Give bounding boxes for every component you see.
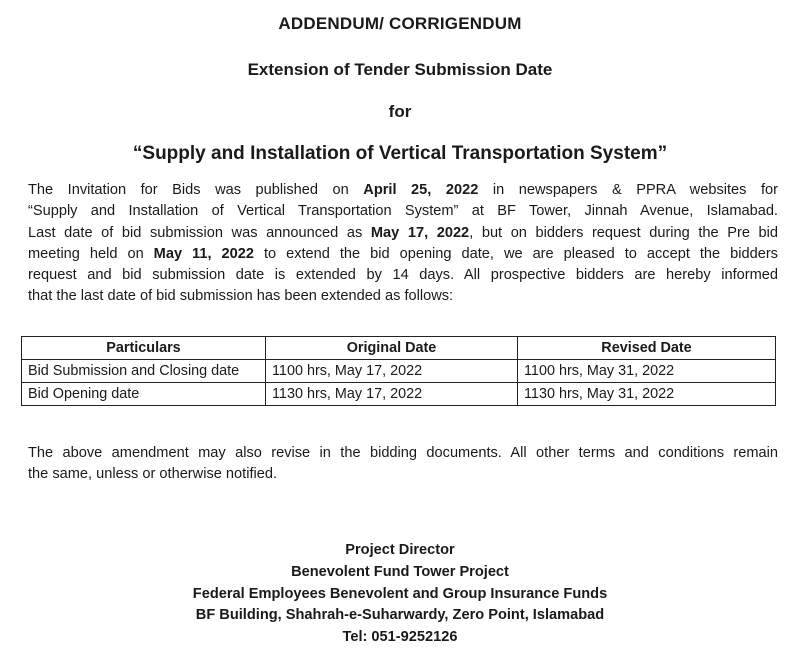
date-revision-table (21, 336, 776, 406)
signatory-project: Benevolent Fund Tower Project (291, 563, 509, 580)
original-deadline-date: May 17, 2022 (370, 224, 470, 241)
project-title: “Supply and Installation of Vertical Transportation System” (132, 143, 668, 164)
table-cell: 1130 hrs, May 31, 2022 (518, 383, 776, 406)
amendment-line: the same, unless or otherwise notified. (28, 466, 278, 483)
notice-line: The Invitation for Bids was published on April 25, 2022 in newspapers & PPRA websites for (28, 182, 778, 198)
table-row (22, 383, 776, 406)
prebid-meeting-date: May 11, 2022 (153, 245, 254, 262)
signatory-designation: Project Director (345, 542, 455, 558)
signatory-phone: Tel: 051-9252126 (342, 629, 458, 646)
table-cell: 1100 hrs, May 17, 2022 (266, 360, 518, 383)
notice-line: meeting held on May 11, 2022 to extend the bid opening date, we are pleased to accept the bidders (28, 245, 778, 262)
notice-line: “Supply and Installation of Vertical Transportation System” at BF Tower, Jinnah Avenue, Islamabad. (28, 203, 778, 220)
table-header-row (22, 337, 776, 360)
table-cell: Bid Submission and Closing date (22, 360, 266, 383)
column-header-original-date: Original Date (266, 337, 518, 360)
table-cell: 1130 hrs, May 17, 2022 (266, 383, 518, 406)
table-cell: 1100 hrs, May 31, 2022 (518, 360, 776, 383)
document-subtitle: Extension of Tender Submission Date (247, 60, 553, 79)
notice-line: request and bid submission date is extended by 14 days. All prospective bidders are hereby informed (28, 267, 778, 284)
notice-line: that the last date of bid submission has been extended as follows: (28, 288, 454, 305)
signatory-address: BF Building, Shahrah-e-Suharwardy, Zero Point, Islamabad (195, 607, 605, 624)
column-header-revised-date: Revised Date (518, 337, 776, 360)
document-title: ADDENDUM/ CORRIGENDUM (278, 14, 522, 33)
table-row (22, 360, 776, 383)
document-connector: for (388, 102, 412, 121)
amendment-paragraph (28, 443, 778, 486)
signatory-organization: Federal Employees Benevolent and Group Insurance Funds (192, 585, 608, 602)
amendment-line: The above amendment may also revise in the bidding documents. All other terms and conditions remain (28, 445, 778, 461)
publish-date: April 25, 2022 (363, 182, 479, 198)
column-header-particulars: Particulars (22, 337, 266, 360)
notice-paragraph (28, 180, 778, 308)
notice-line: Last date of bid submission was announced as May 17, 2022, but on bidders request during the Pre bid (28, 224, 778, 241)
table-cell: Bid Opening date (22, 383, 266, 406)
signature-block (0, 540, 800, 649)
